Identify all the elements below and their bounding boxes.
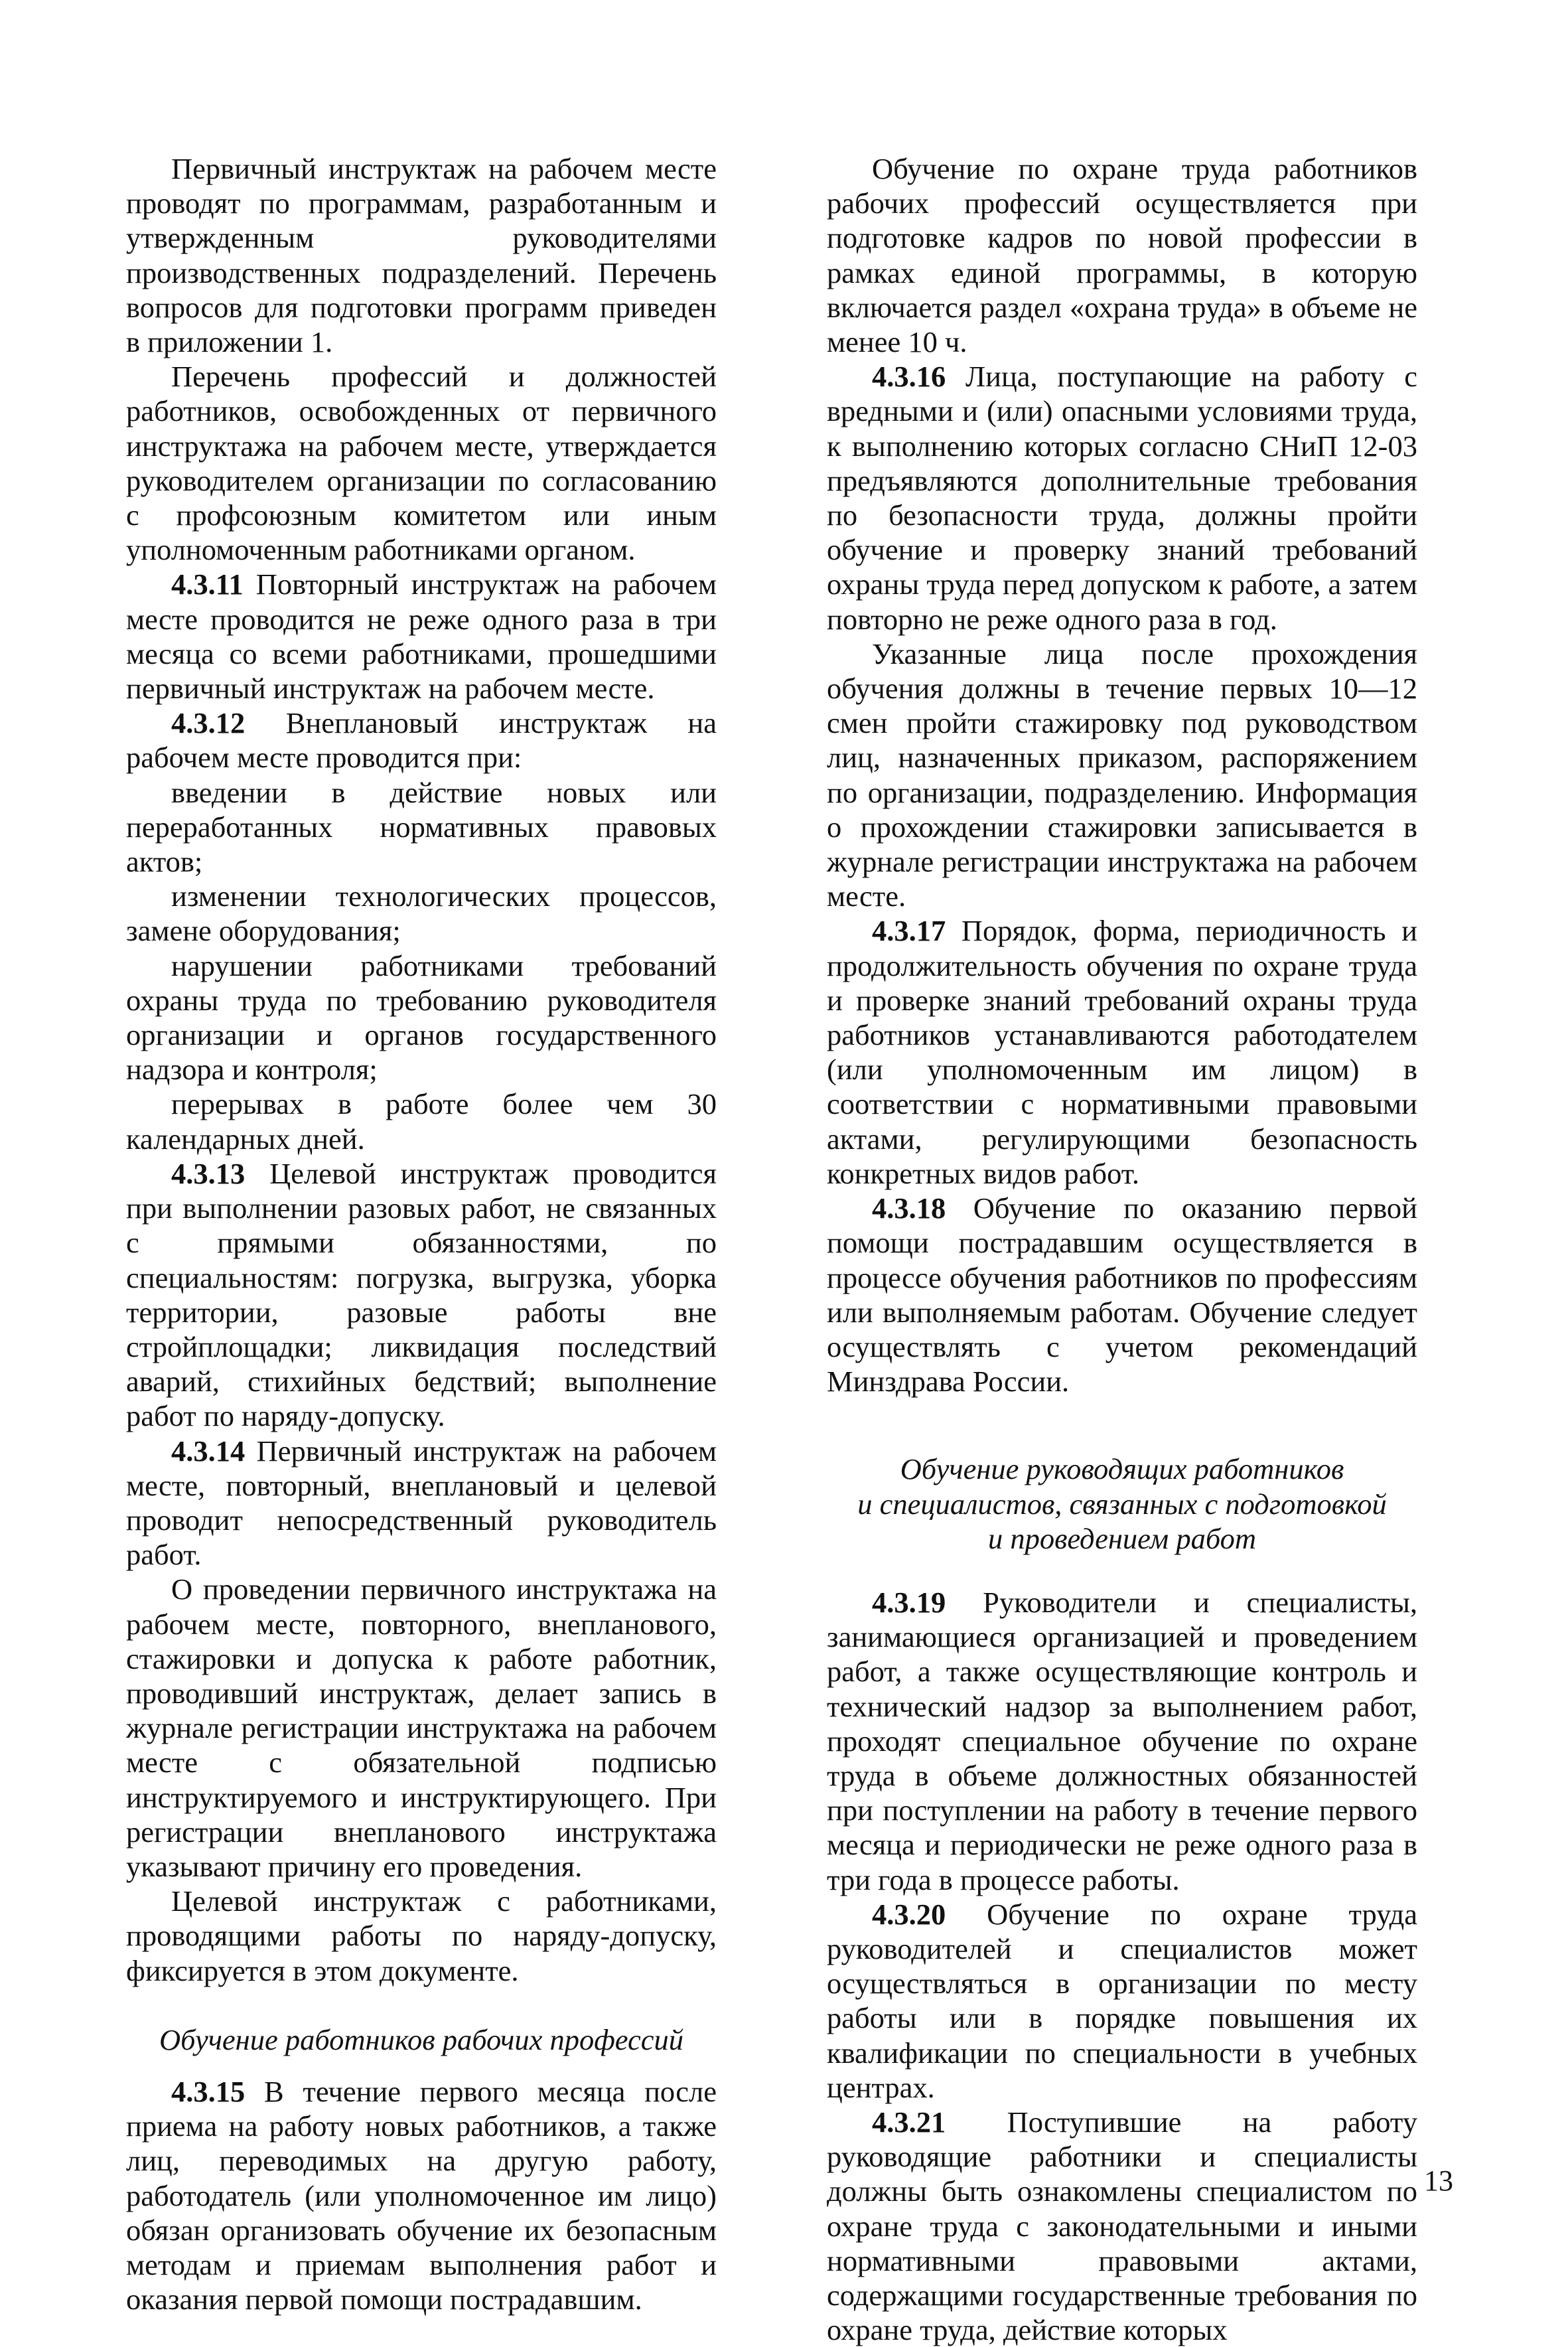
- clause-number: 4.3.18: [872, 1191, 946, 1225]
- clause-text: Обучение по оказанию первой помощи пострадавшим осуществляется в процессе обучения работников по профессиям или выполняемым работам. Обучение следует осуществлять с учетом рекомендаций Минздрава России.: [827, 1191, 1417, 1399]
- clause-number: 4.3.17: [872, 914, 946, 948]
- clause-text: Лица, поступающие на работу с вредными и (или) опасными условиями труда, к выполнению которых согласно СНиП 12-03 предъявляются дополнительные требования по безопасности труда, должны пройти обучение и проверку знаний требований охраны труда перед допуском к работе, а затем повторно не реже одного раза в год.: [827, 360, 1417, 636]
- clause-4-3-19: [827, 1585, 1417, 1897]
- section-heading-line: и проведением работ: [987, 1521, 1257, 1555]
- clause-text: Целевой инструктаж проводится при выполнении разовых работ, не связанных с прямыми обязанностями, по специальностям: погрузка, выгрузка, уборка территории, разовые работы вне стройплощадки; ликвидация последствий аварий, стихийных бедствий; выполнение работ по наряду-допуску.: [126, 1156, 717, 1433]
- clause-4-3-13: [126, 1156, 717, 1434]
- clause-number: 4.3.11: [171, 568, 244, 601]
- clause-4-3-16: [827, 359, 1417, 637]
- clause-4-3-18: [827, 1191, 1417, 1399]
- page-number: 13: [1424, 2164, 1453, 2197]
- section-heading-line: и специалистов, связанных с подготовкой: [857, 1487, 1387, 1521]
- clause-4-3-12: [126, 706, 717, 775]
- list-item: введении в действие новых или переработанных нормативных правовых актов;: [126, 775, 717, 879]
- clause-text: Внеплановый инструктаж на рабочем месте проводится при:: [126, 706, 717, 775]
- clause-text: Обучение по охране труда руководителей и специалистов может осуществляться в организации по месту работы или в порядке повышения их квалификации по специальности в учебных центрах.: [827, 1897, 1417, 2104]
- clause-4-3-15: [126, 2074, 717, 2316]
- paragraph: О проведении первичного инструктажа на рабочем месте, повторного, внепланового, стажировки и допуска к работе работник, проводивший инструктаж, делает запись в журнале регистрации инструктажа на рабочем месте с обязательной подписью инструктируемого и инструктирующего. При регистрации внепланового инструктажа указывают причину его проведения.: [126, 1572, 717, 1883]
- clause-number: 4.3.13: [171, 1156, 246, 1190]
- clause-text: Порядок, форма, периодичность и продолжительность обучения по охране труда и проверке знаний требований охраны труда работников устанавливаются работодателем (или уполномоченным им лицом) в соответствии с нормативными правовыми актами, регулирующими безопасность конкретных видов работ.: [827, 914, 1417, 1190]
- clause-text: Руководители и специалисты, занимающиеся организацией и проведением работ, а также осуществляющие контроль и технический надзор за выполнением работ, проходят специальное обучение по охране труда в объеме должностных обязанностей при поступлении на работу в течение первого месяца и периодически не реже одного раза в три года в процессе работы.: [827, 1585, 1417, 1896]
- clause-4-3-11: [126, 567, 717, 706]
- paragraph: Обучение по охране труда работников рабочих профессий осуществляется при подготовке кадров по новой профессии в рамках единой программы, в которую включается раздел «охрана труда» в объеме не менее 10 ч.: [827, 152, 1417, 359]
- clause-text: В течение первого месяца после приема на работу новых работников, а также лиц, переводимых на другую работу, работодатель (или уполномоченное им лицо) обязан организовать обучение их безопасным методам и приемам выполнения работ и оказания первой помощи пострадавшим.: [126, 2074, 717, 2316]
- clause-text: Повторный инструктаж на рабочем месте проводится не реже одного раза в три месяца со всеми работниками, прошедшими первичный инструктаж на рабочем месте.: [126, 568, 717, 706]
- clause-number: 4.3.21: [872, 2105, 946, 2139]
- list-item: перерывах в работе более чем 30 календарных дней.: [126, 1087, 717, 1156]
- list-item: изменении технологических процессов, замене оборудования;: [126, 879, 717, 948]
- section-heading: Обучение работников рабочих профессий: [159, 2022, 683, 2056]
- clause-number: 4.3.19: [872, 1585, 946, 1619]
- paragraph: Целевой инструктаж с работниками, проводящими работы по наряду-допуску, фиксируется в этом документе.: [126, 1884, 717, 1987]
- left-column: [126, 151, 717, 2316]
- right-column: [827, 151, 1417, 2347]
- paragraph: Первичный инструктаж на рабочем месте проводят по программам, разработанным и утвержденным руководителями производственных подразделений. Перечень вопросов для подготовки программ приведен в приложении 1.: [126, 152, 717, 359]
- clause-4-3-20: [827, 1897, 1417, 2105]
- clause-number: 4.3.20: [872, 1897, 946, 1931]
- clause-number: 4.3.12: [171, 706, 246, 740]
- clause-text: Первичный инструктаж на рабочем месте, повторный, внеплановый и целевой проводит непосредственный руководитель работ.: [126, 1434, 717, 1572]
- clause-4-3-14: [126, 1434, 717, 1572]
- clause-number: 4.3.15: [171, 2074, 246, 2108]
- clause-text: Поступившие на работу руководящие работники и специалисты должны быть ознакомлены специалистом по охране труда с законодательными и иными нормативными правовыми актами, содержащими государственные требования по охране труда, действие которых: [827, 2105, 1417, 2347]
- paragraph: Перечень профессий и должностей работников, освобожденных от первичного инструктажа на рабочем месте, утверждается руководителем организации по согласованию с профсоюзным комитетом или иным уполномоченным работниками органом.: [126, 360, 717, 567]
- section-heading-line: Обучение руководящих работников: [900, 1452, 1344, 1486]
- paragraph: Указанные лица после прохождения обучения должны в течение первых 10—12 смен пройти стажировку под руководством лиц, назначенных приказом, распоряжением по организации, подразделению. Информация о прохождении стажировки записывается в журнале регистрации инструктажа на рабочем месте.: [827, 637, 1417, 913]
- list-item: нарушении работниками требований охраны труда по требованию руководителя организации и органов государственного надзора и контроля;: [126, 948, 717, 1087]
- section-heading: [827, 1452, 1417, 1556]
- clause-number: 4.3.14: [171, 1434, 246, 1468]
- clause-number: 4.3.16: [872, 360, 946, 394]
- clause-4-3-17: [827, 913, 1417, 1191]
- clause-4-3-21: [827, 2105, 1417, 2347]
